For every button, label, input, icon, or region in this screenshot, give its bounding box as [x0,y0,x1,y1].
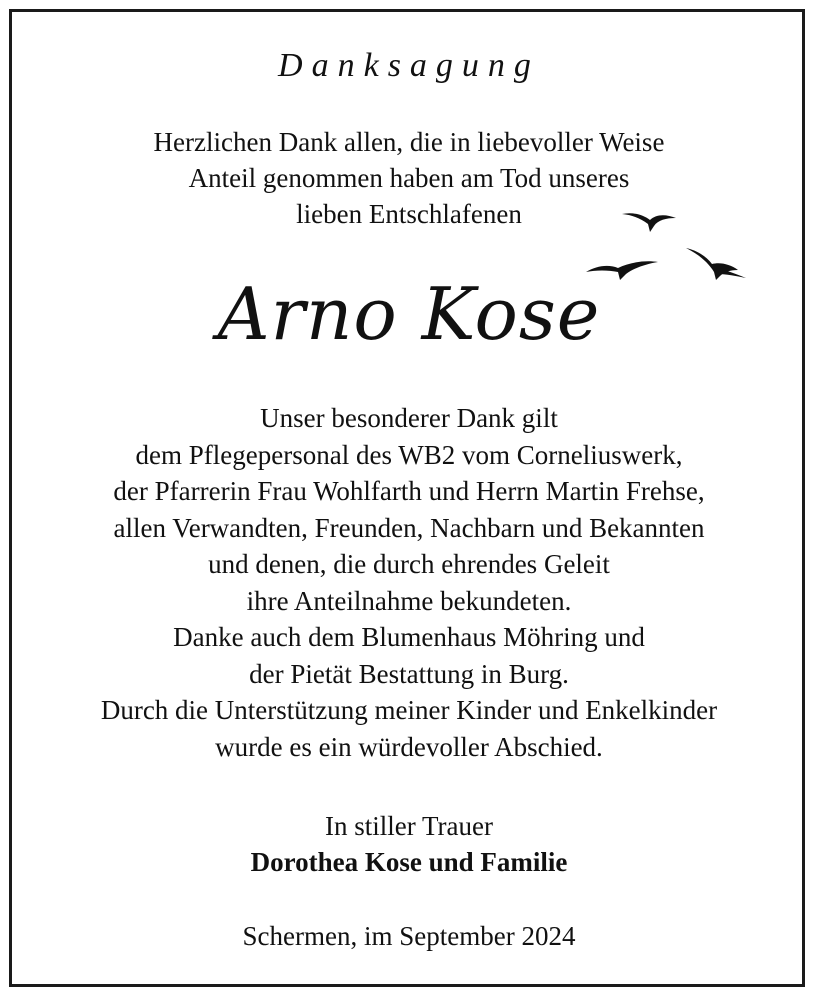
intro-line: lieben Entschlafenen [296,199,522,229]
mourning-line: In stiller Trauer [325,811,493,841]
thanks-line: allen Verwandten, Freunden, Nachbarn und Bekannten [113,512,705,543]
thanks-line: Durch die Unterstützung meiner Kinder und Enkelkinder [100,695,718,725]
thanks-line: Unser besonderer Dank gilt [260,403,558,433]
closing-block [0,808,818,880]
thanks-line: Danke auch dem Blumenhaus Möhring und [173,622,645,652]
thanks-line: der Pfarrerin Frau Wohlfarth und Herrn Martin Frehse, [113,476,705,506]
notice-title: Danksagung [278,47,540,84]
family-signature: Dorothea Kose und Familie [250,847,568,877]
intro-line: Anteil genommen haben am Tod unseres [188,163,630,193]
deceased-name: Arno Kose [217,272,601,356]
thanks-line: ihre Anteilnahme bekundeten. [246,585,572,616]
place-date: Schermen, im September 2024 [242,921,576,951]
intro-line: Herzlichen Dank allen, die in liebevoller Weise [153,127,665,157]
bird-icon [622,213,676,232]
thanks-line: und denen, die durch ehrendes Geleit [208,549,610,579]
thanks-line: wurde es ein würdevoller Abschied. [215,731,603,762]
thanks-text [0,400,818,765]
thanks-line: der Pietät Bestattung in Burg. [249,658,569,689]
thanks-line: dem Pflegepersonal des WB2 vom Corneliuswerk, [135,439,683,470]
